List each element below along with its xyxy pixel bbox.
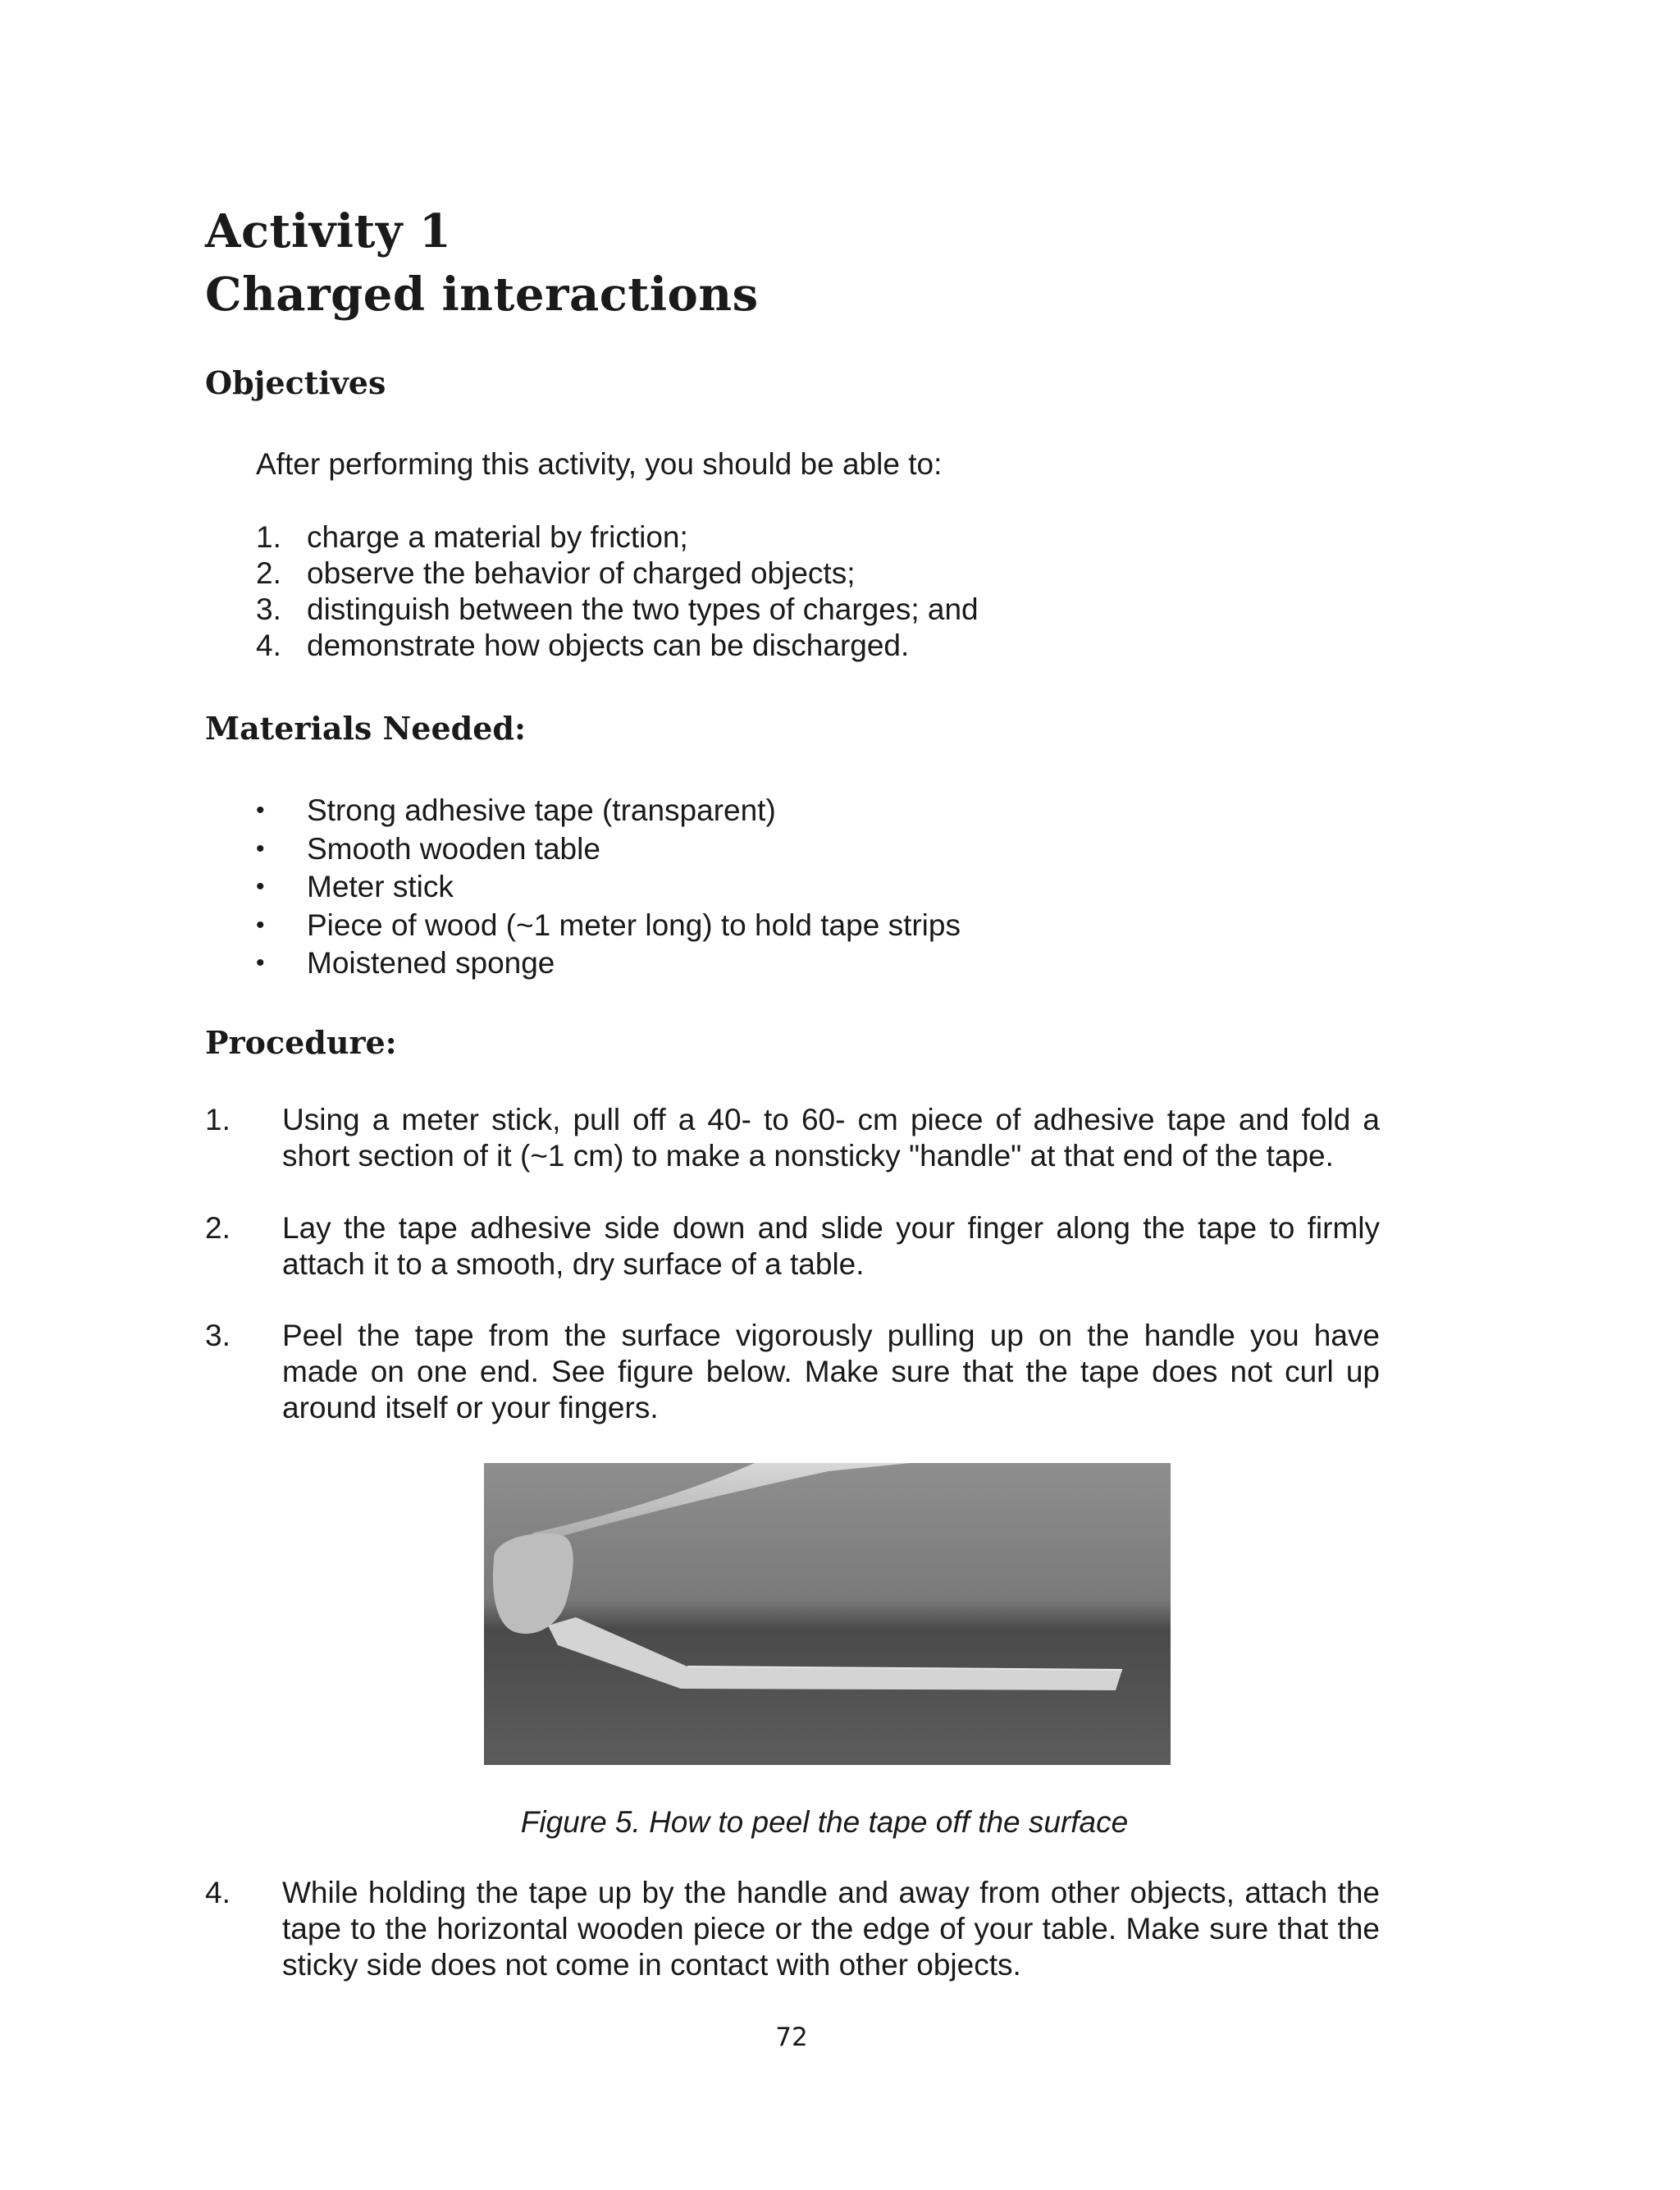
material-item — [256, 830, 961, 869]
objective-number: 1. — [256, 520, 281, 554]
objective-item — [256, 628, 979, 664]
materials-list — [256, 792, 961, 983]
bullet-icon: • — [256, 797, 265, 824]
figure-caption: Figure 5. How to peel the tape off the surface — [520, 1805, 1129, 1839]
material-text: Piece of wood (~1 meter long) to hold tape strips — [307, 908, 961, 942]
objective-item — [256, 519, 979, 556]
objective-item — [256, 556, 979, 592]
photo-background — [484, 1463, 1171, 1765]
step-text: Lay the tape adhesive side down and slide your finger along the tape to firmly attach it to a smooth, dry surface of a table. — [282, 1211, 1380, 1281]
objective-number: 2. — [256, 556, 281, 590]
page-number: 72 — [775, 2023, 808, 2052]
material-text: Meter stick — [307, 870, 454, 903]
material-item — [256, 944, 961, 983]
bullet-icon: • — [256, 949, 265, 976]
step-number: 3. — [205, 1319, 231, 1352]
objectives-list — [256, 519, 979, 664]
step-text: While holding the tape up by the handle and away from other objects, attach the tape to the horizontal wooden piece or the edge of your table. Make sure that the sticky side does not come in contact with other objects. — [282, 1876, 1380, 1982]
step-number: 2. — [205, 1211, 231, 1245]
bullet-icon: • — [256, 911, 265, 939]
step-number: 4. — [205, 1876, 231, 1909]
bullet-icon: • — [256, 873, 265, 900]
procedure-step — [205, 1875, 1380, 1983]
step-number: 1. — [205, 1103, 231, 1136]
tape-peeling-illustration — [484, 1463, 1171, 1765]
material-text: Strong adhesive tape (transparent) — [307, 793, 776, 827]
objective-item — [256, 592, 979, 628]
bullet-icon: • — [256, 834, 265, 862]
objectives-heading: Objectives — [205, 364, 386, 401]
procedure-step — [205, 1318, 1380, 1426]
materials-heading: Materials Needed: — [205, 710, 526, 747]
tape-peeling-photo — [484, 1463, 1171, 1765]
objective-number: 3. — [256, 592, 281, 626]
procedure-step — [205, 1210, 1380, 1282]
step-text: Using a meter stick, pull off a 40- to 60- cm piece of adhesive tape and fold a short section of it (~1 cm) to make a nonsticky "handle" at that end of the tape. — [282, 1103, 1380, 1173]
objective-text: observe the behavior of charged objects; — [307, 556, 856, 590]
material-item — [256, 792, 961, 830]
activity-title: Charged interactions — [205, 267, 759, 322]
material-item — [256, 868, 961, 907]
step-text: Peel the tape from the surface vigorously pulling up on the handle you have made on one end. See figure below. Make sure that the tape does not curl up around itself or your fingers. — [282, 1319, 1380, 1424]
material-text: Moistened sponge — [307, 946, 555, 980]
procedure-heading: Procedure: — [205, 1024, 397, 1061]
objective-text: demonstrate how objects can be discharged. — [307, 629, 910, 662]
objective-text: charge a material by friction; — [307, 520, 688, 554]
activity-number-title: Activity 1 — [205, 204, 452, 258]
objective-text: distinguish between the two types of charges; and — [307, 592, 979, 626]
material-text: Smooth wooden table — [307, 831, 600, 866]
objectives-intro: After performing this activity, you should be able to: — [256, 447, 943, 481]
material-item — [256, 907, 961, 945]
procedure-step — [205, 1102, 1380, 1174]
objective-number: 4. — [256, 629, 281, 662]
